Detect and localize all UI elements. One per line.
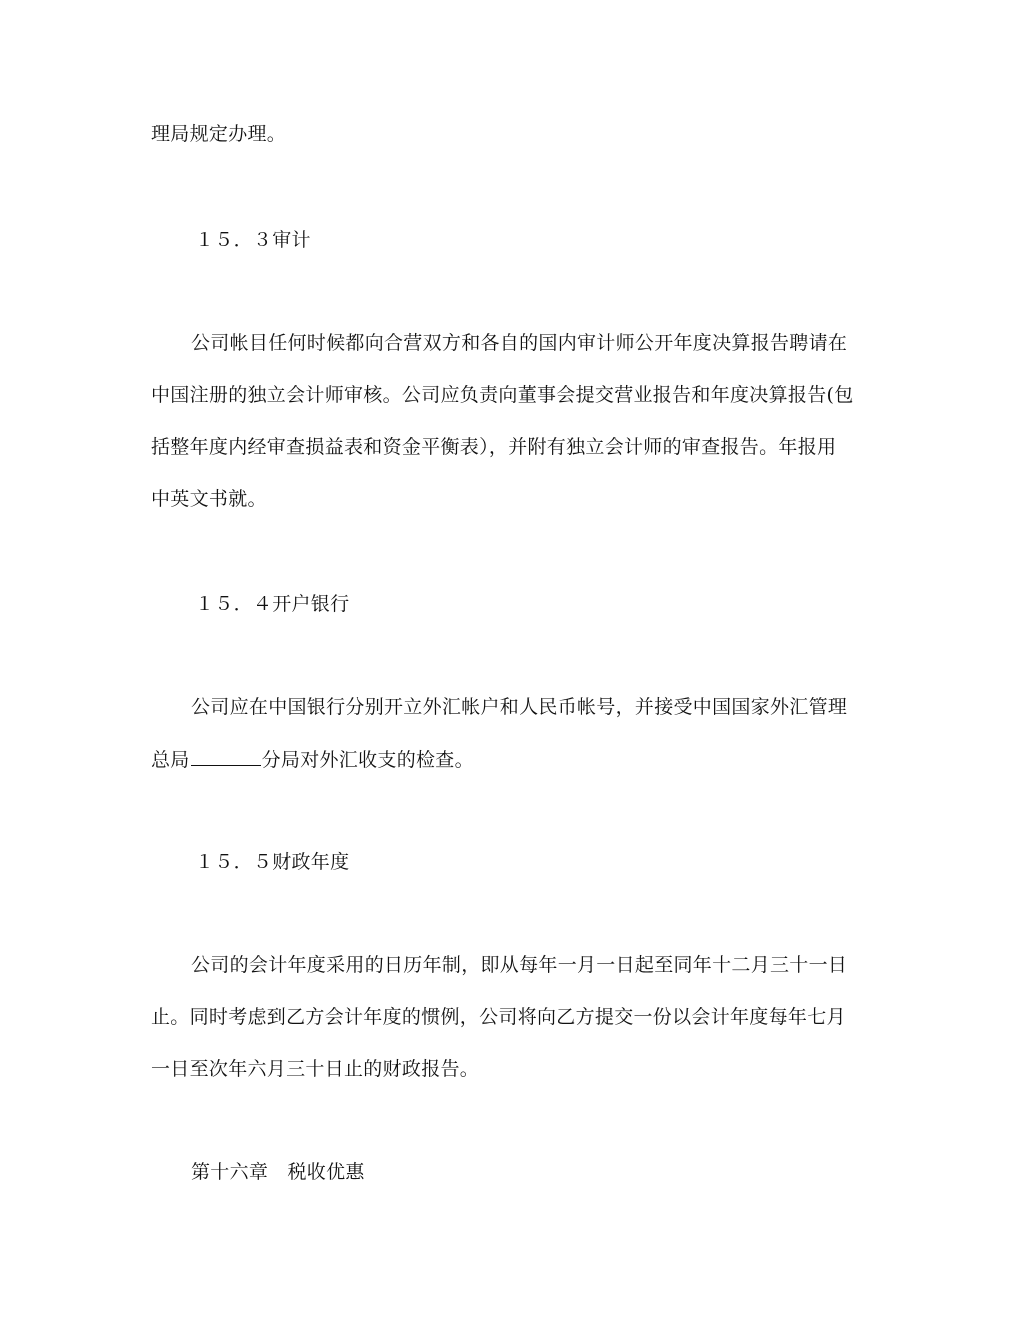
paragraph-line: 止。同时考虑到乙方会计年度的惯例，公司将向乙方提交一份以会计年度每年七月 <box>151 1006 846 1028</box>
section-heading-15-5: １５．５财政年度 <box>195 851 350 873</box>
paragraph-line-with-blank <box>151 747 871 772</box>
fill-in-blank <box>191 747 261 766</box>
section-heading-15-4: １５．４开户银行 <box>195 593 350 615</box>
paragraph-line: 公司应在中国银行分别开立外汇帐户和人民币帐号，并接受中国国家外汇管理 <box>191 696 848 718</box>
chapter-heading-16: 第十六章 税收优惠 <box>191 1161 365 1183</box>
paragraph-line: 中国注册的独立会计师审核。公司应负责向董事会提交营业报告和年度决算报告(包 <box>151 384 854 406</box>
paragraph-line: 括整年度内经审查损益表和资金平衡表），并附有独立会计师的审查报告。年报用 <box>151 436 837 458</box>
text-fragment: 总局 <box>151 749 190 771</box>
paragraph-line: 中英文书就。 <box>151 488 267 510</box>
text-fragment: 分局对外汇收支的检查。 <box>261 749 474 771</box>
paragraph-line: 公司的会计年度采用的日历年制，即从每年一月一日起至同年十二月三十一日 <box>191 954 848 976</box>
text-line: 理局规定办理。 <box>151 123 287 145</box>
section-heading-15-3: １５．３审计 <box>195 229 311 251</box>
paragraph-line: 一日至次年六月三十日止的财政报告。 <box>151 1058 480 1080</box>
paragraph-line: 公司帐目任何时候都向合营双方和各自的国内审计师公开年度决算报告聘请在 <box>191 332 848 354</box>
